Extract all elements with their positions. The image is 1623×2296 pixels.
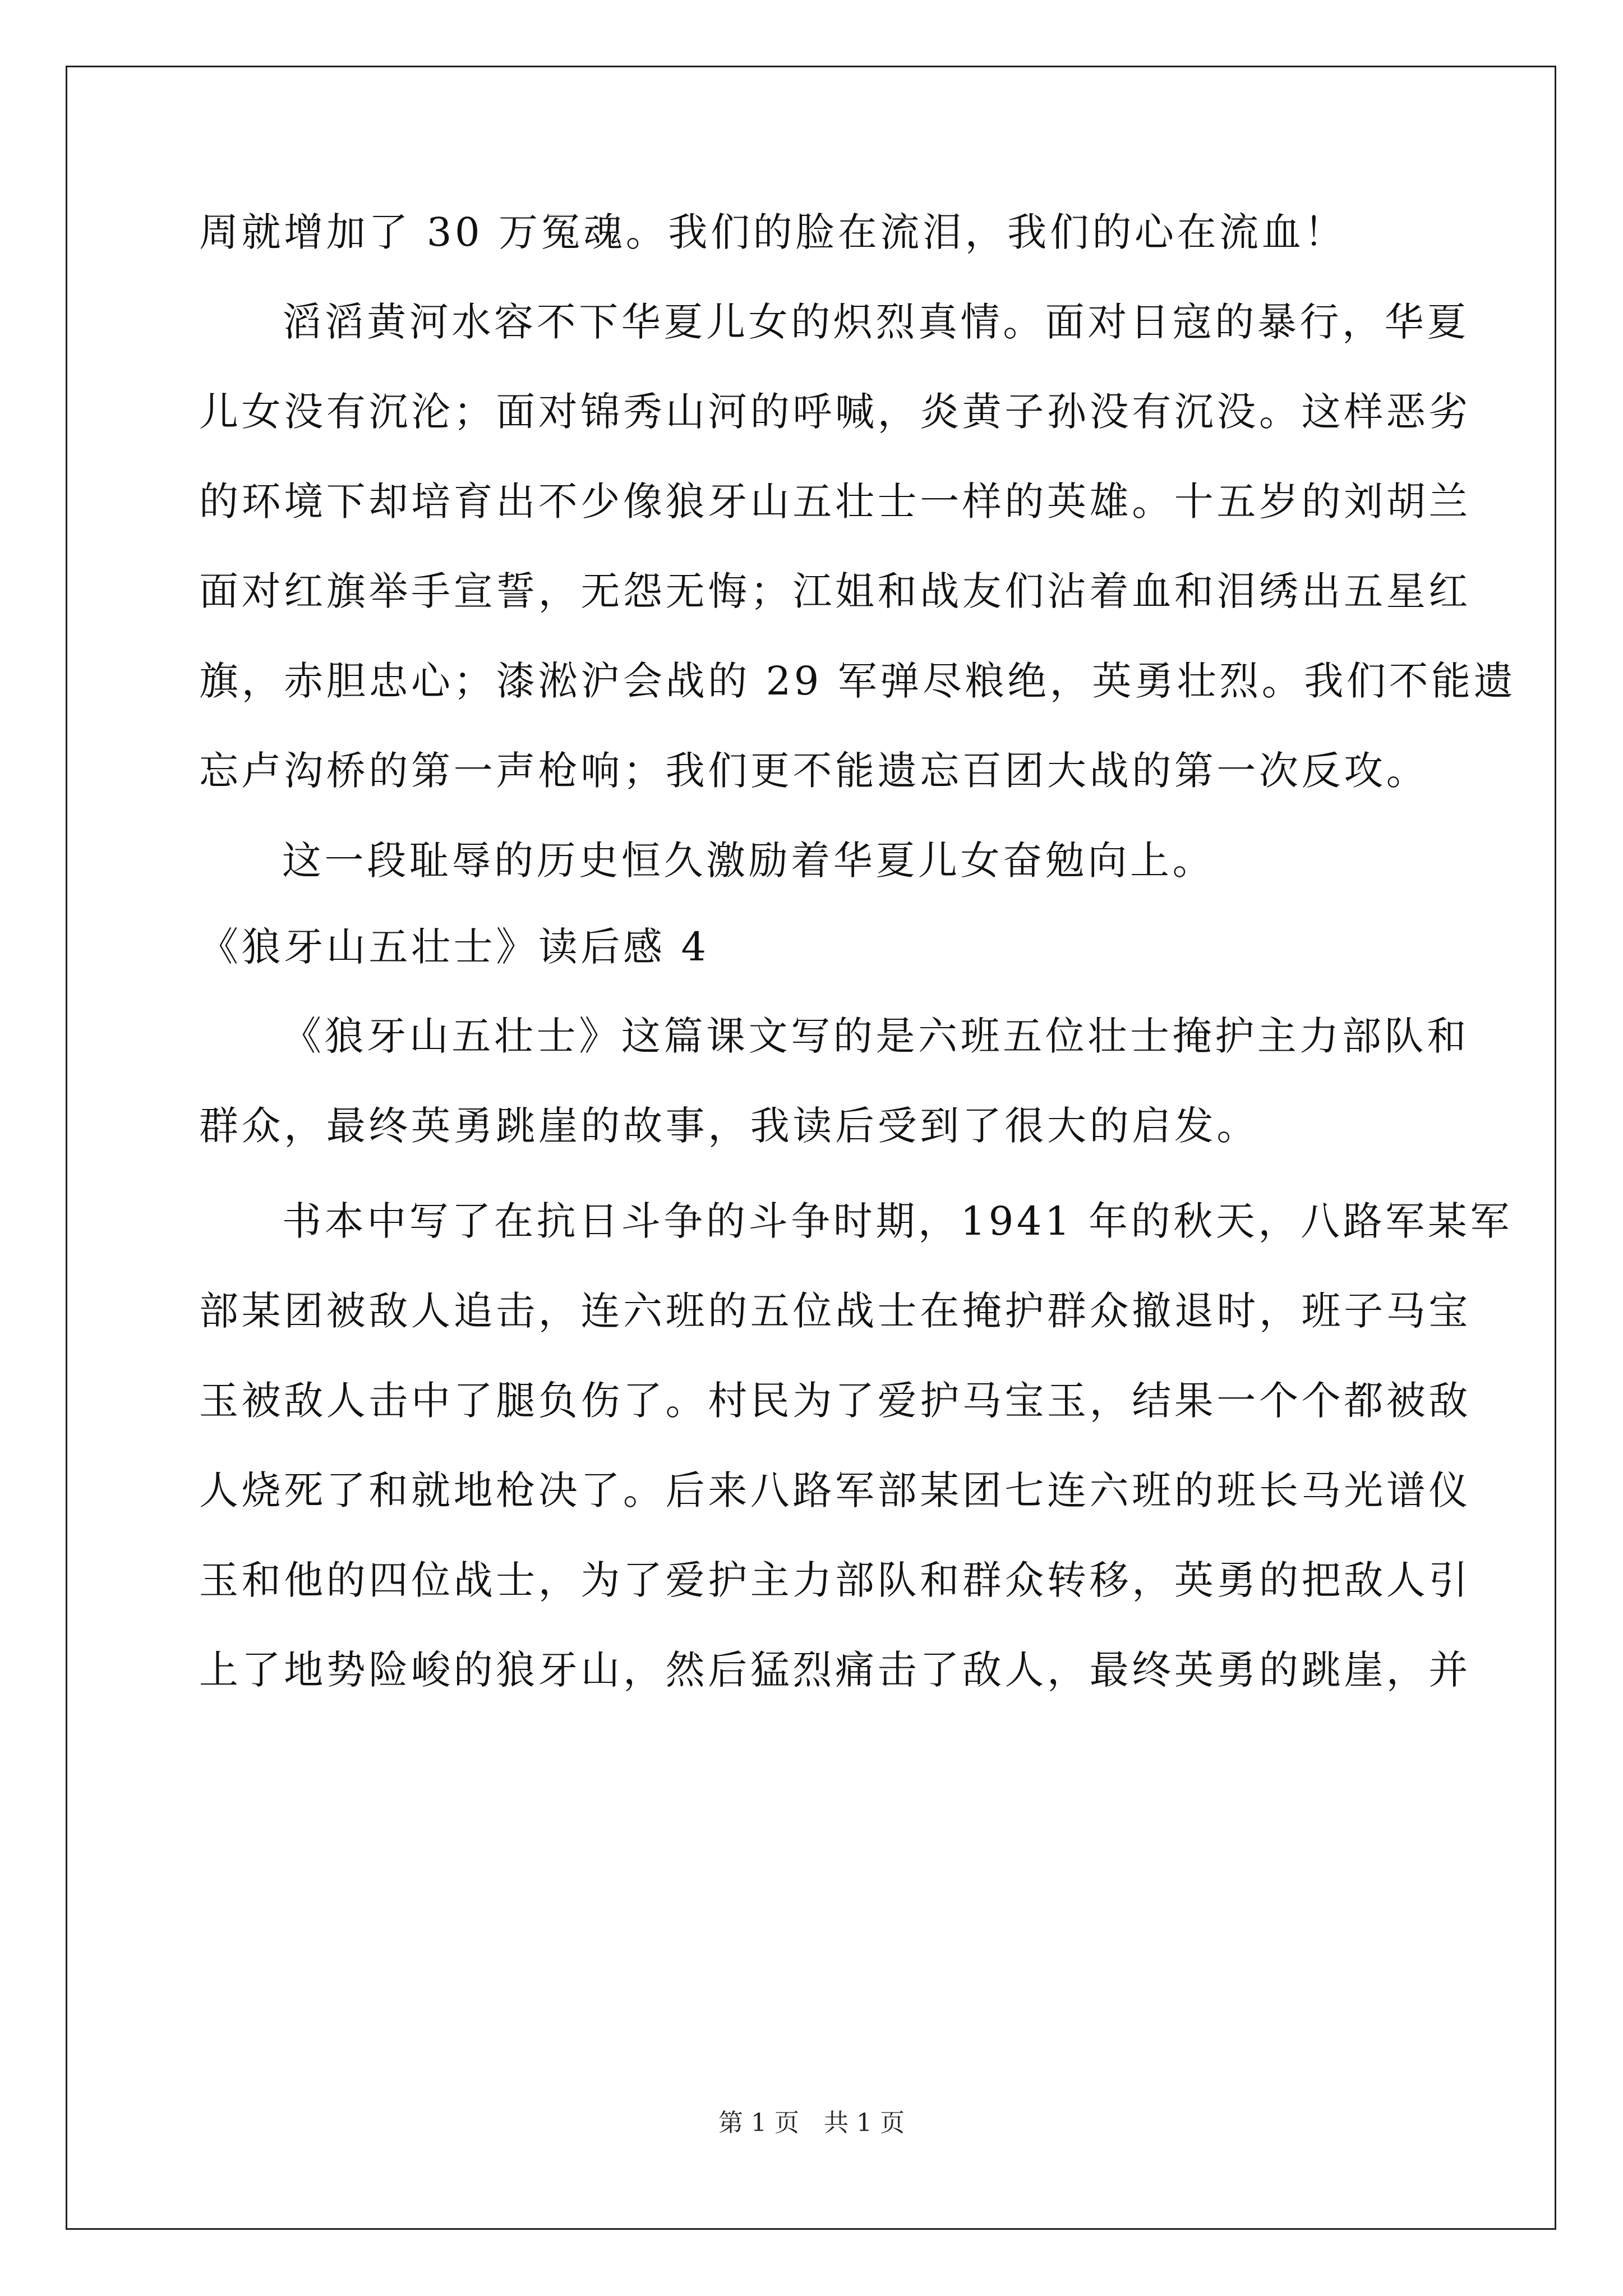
page-footer bbox=[0, 2106, 1623, 2140]
paragraph-line: 忘卢沟桥的第一声枪响；我们更不能遗忘百团大战的第一次反攻。 bbox=[199, 748, 1429, 794]
paragraph-line: 儿女没有沉沦；面对锦秀山河的呼喊，炎黄子孙没有沉没。这样恶劣 bbox=[199, 389, 1471, 435]
section-heading: 《狼牙山五壮士》读后感 4 bbox=[199, 924, 709, 970]
paragraph-line: 这一段耻辱的历史恒久激励着华夏儿女奋勉向上。 bbox=[282, 838, 1215, 884]
paragraph-line: 上了地势险峻的狼牙山，然后猛烈痛击了敌人，最终英勇的跳崖，并 bbox=[199, 1647, 1471, 1693]
page-total: 共 1 页 bbox=[824, 2109, 905, 2137]
page-number: 第 1 页 bbox=[718, 2109, 799, 2137]
paragraph-line: 书本中写了在抗日斗争的斗争时期，1941 年的秋天，八路军某军 bbox=[282, 1198, 1513, 1244]
paragraph-line: 部某团被敌人追击，连六班的五位战士在掩护群众撤退时，班子马宝 bbox=[199, 1288, 1471, 1334]
paragraph-line: 玉和他的四位战士，为了爱护主力部队和群众转移，英勇的把敌人引 bbox=[199, 1557, 1471, 1603]
paragraph-line: 玉被敌人击中了腿负伤了。村民为了爱护马宝玉，结果一个个都被敌 bbox=[199, 1378, 1471, 1424]
paragraph-line: 的环境下却培育出不少像狼牙山五壮士一样的英雄。十五岁的刘胡兰 bbox=[199, 478, 1471, 524]
paragraph-line: 人烧死了和就地枪决了。后来八路军部某团七连六班的班长马光谱仪 bbox=[199, 1467, 1471, 1513]
paragraph-line: 《狼牙山五壮士》这篇课文写的是六班五位壮士掩护主力部队和 bbox=[282, 1013, 1469, 1059]
paragraph-line: 滔滔黄河水容不下华夏儿女的炽烈真情。面对日寇的暴行，华夏 bbox=[282, 299, 1469, 345]
paragraph-line: 群众，最终英勇跳崖的故事，我读后受到了很大的启发。 bbox=[199, 1103, 1259, 1149]
paragraph-line: 面对红旗举手宣誓，无怨无悔；江姐和战友们沾着血和泪绣出五星红 bbox=[199, 568, 1471, 614]
paragraph-line: 旗，赤胆忠心；漆淞沪会战的 29 军弹尽粮绝，英勇壮烈。我们不能遗 bbox=[199, 658, 1516, 704]
paragraph-line: 周就增加了 30 万冤魂。我们的脸在流泪，我们的心在流血！ bbox=[199, 209, 1347, 255]
